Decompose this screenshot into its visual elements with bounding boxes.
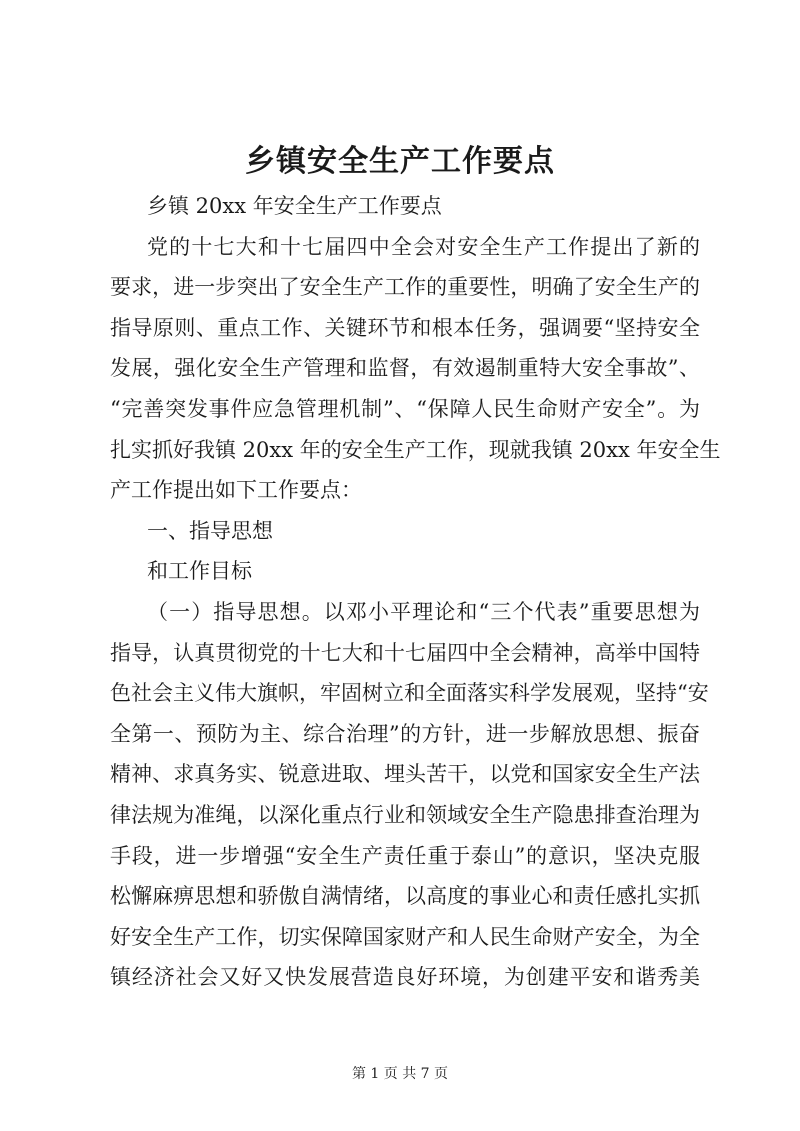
section-heading: 一、指导思想 [147,518,273,543]
paragraph-line: 指导原则、重点工作、关键环节和根本任务，强调要“坚持安全 [110,315,700,340]
paragraph-line: 色社会主义伟大旗帜，牢固树立和全面落实科学发展观，坚持“安 [110,681,709,706]
paragraph-line: 松懈麻痹思想和骄傲自满情绪，以高度的事业心和责任感扎实抓 [110,884,700,909]
paragraph-line: 产工作提出如下工作要点： [110,478,362,503]
subtitle-line: 乡镇 20xx 年安全生产工作要点 [147,194,442,218]
document-title: 乡镇安全生产工作要点 [245,144,555,179]
paragraph-line: 镇经济社会又好又快发展营造良好环境，为创建平安和谐秀美 [110,965,700,990]
paragraph-line: 扎实抓好我镇 20xx 年的安全生产工作，现就我镇 20xx 年安全生 [110,437,721,462]
paragraph-line: “完善突发事件应急管理机制”、“保障人民生命财产安全”。为 [110,396,700,421]
page-number-footer: 第 1 页 共 7 页 [351,1066,449,1082]
paragraph-line: 要求，进一步突出了安全生产工作的重要性，明确了安全生产的 [110,275,700,300]
paragraph-line: 发展，强化安全生产管理和监督，有效遏制重特大安全事故”、 [110,356,700,381]
paragraph-line: （一）指导思想。以邓小平理论和“三个代表”重要思想为 [147,599,700,624]
section-heading: 和工作目标 [147,559,252,584]
paragraph-line: 全第一、预防为主、综合治理”的方针，进一步解放思想、振奋 [110,721,700,746]
paragraph-line: 精神、求真务实、锐意进取、埋头苦干，以党和国家安全生产法 [110,762,700,787]
document-body [110,186,721,998]
paragraph-line: 律法规为准绳，以深化重点行业和领域安全生产隐患排查治理为 [110,802,700,827]
paragraph-line: 指导，认真贯彻党的十七大和十七届四中全会精神，高举中国特 [110,640,700,665]
paragraph-line: 党的十七大和十七届四中全会对安全生产工作提出了新的 [147,234,700,259]
paragraph-line: 手段，进一步增强“安全生产责任重于泰山”的意识，坚决克服 [110,843,700,868]
paragraph-line: 好安全生产工作，切实保障国家财产和人民生命财产安全，为全 [110,924,700,949]
